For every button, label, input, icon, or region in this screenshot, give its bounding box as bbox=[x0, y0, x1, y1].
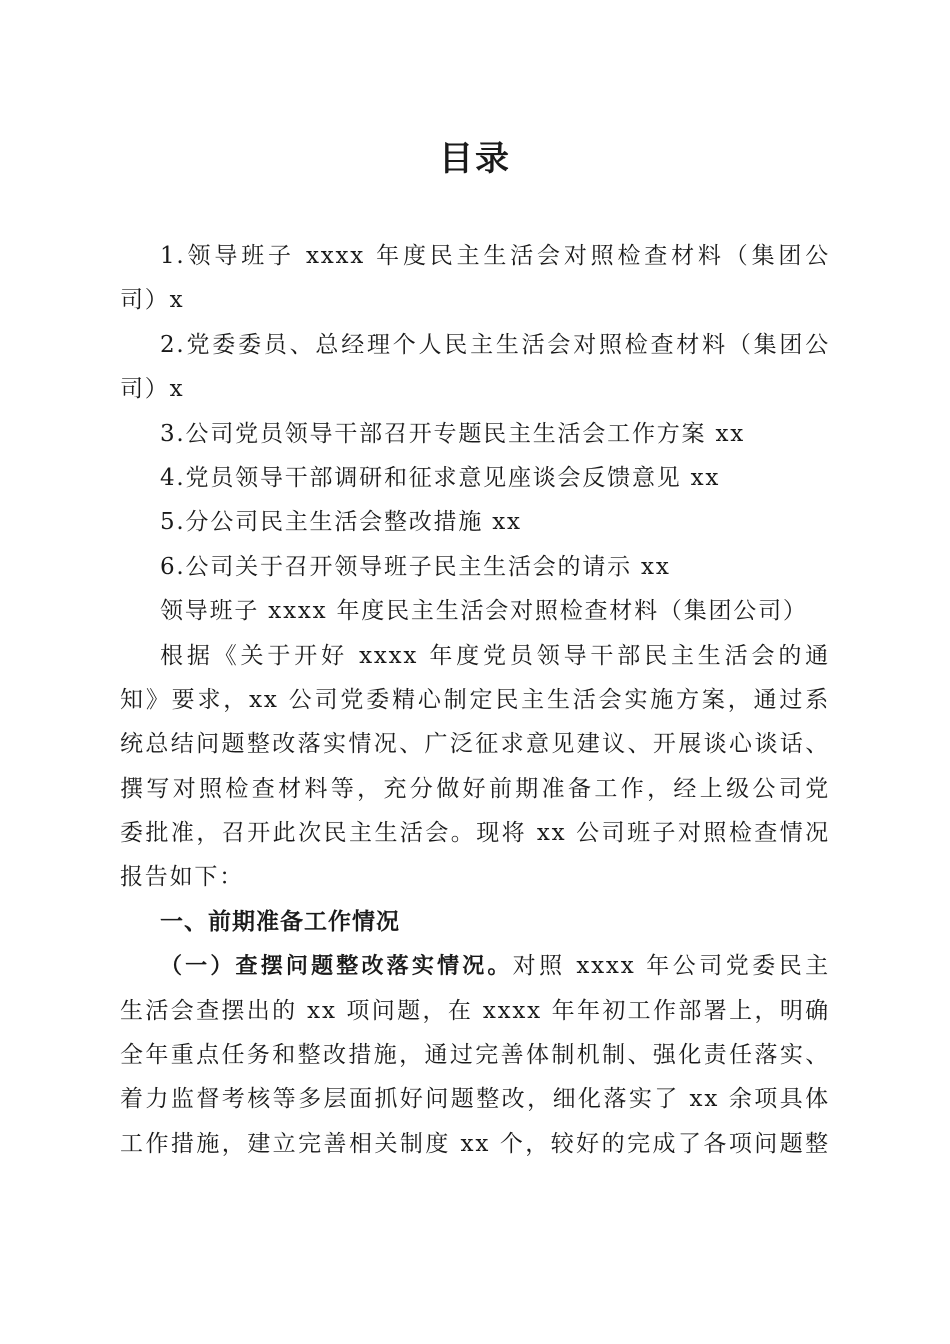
toc-item-4: 4.党员领导干部调研和征求意见座谈会反馈意见 xx bbox=[160, 464, 721, 491]
intro-line-5: 委批准，召开此次民主生活会。现将 xx 公司班子对照检查情况 bbox=[120, 820, 830, 847]
table-of-contents bbox=[120, 234, 830, 589]
heading-preparation: 一、前期准备工作情况 bbox=[160, 908, 400, 935]
toc-item-2-line-2: 司）x bbox=[120, 376, 185, 403]
para1-line-2: 生活会查摆出的 xx 项问题，在 xxxx 年年初工作部署上，明确 bbox=[120, 997, 830, 1024]
toc-item-2-line-1: 2.党委委员、总经理个人民主生活会对照检查材料（集团公 bbox=[160, 331, 830, 358]
paragraph-issue-rectification bbox=[120, 944, 830, 1166]
subheading-issue-rectification: （一）查摆问题整改落实情况。 bbox=[160, 954, 513, 980]
toc-item-3: 3.公司党员领导干部召开专题民主生活会工作方案 xx bbox=[160, 420, 745, 447]
toc-item-1-line-1: 1.领导班子 xxxx 年度民主生活会对照检查材料（集团公 bbox=[160, 243, 830, 269]
para1-line-3: 全年重点任务和整改措施，通过完善体制机制、强化责任落实、 bbox=[120, 1042, 830, 1069]
intro-paragraph bbox=[120, 634, 830, 900]
document-title: 目录 bbox=[439, 139, 511, 179]
intro-line-3: 统总结问题整改落实情况、广泛征求意见建议、开展谈心谈话、 bbox=[120, 731, 830, 758]
toc-item-1-line-2: 司）x bbox=[120, 287, 185, 314]
toc-item-5: 5.分公司民主生活会整改措施 xx bbox=[160, 509, 522, 536]
intro-line-4: 撰写对照检查材料等，充分做好前期准备工作，经上级公司党 bbox=[120, 775, 830, 802]
intro-line-6: 报告如下： bbox=[120, 864, 244, 891]
document-body bbox=[120, 234, 830, 1166]
para1-line-5: 工作措施，建立完善相关制度 xx 个，较好的完成了各项问题整 bbox=[120, 1130, 830, 1157]
toc-item-6: 6.公司关于召开领导班子民主生活会的请示 xx bbox=[160, 553, 671, 580]
para1-line-4: 着力监督考核等多层面抓好问题整改，细化落实了 xx 余项具体 bbox=[120, 1086, 830, 1113]
para1-line-1 bbox=[120, 944, 830, 988]
intro-line-1: 根据《关于开好 xxxx 年度党员领导干部民主生活会的通 bbox=[160, 642, 830, 669]
para1-line-1-rest: 对照 xxxx 年公司党委民主 bbox=[512, 953, 830, 980]
section-title: 领导班子 xxxx 年度民主生活会对照检查材料（集团公司） bbox=[160, 598, 808, 625]
intro-line-2: 知》要求，xx 公司党委精心制定民主生活会实施方案，通过系 bbox=[120, 686, 830, 713]
